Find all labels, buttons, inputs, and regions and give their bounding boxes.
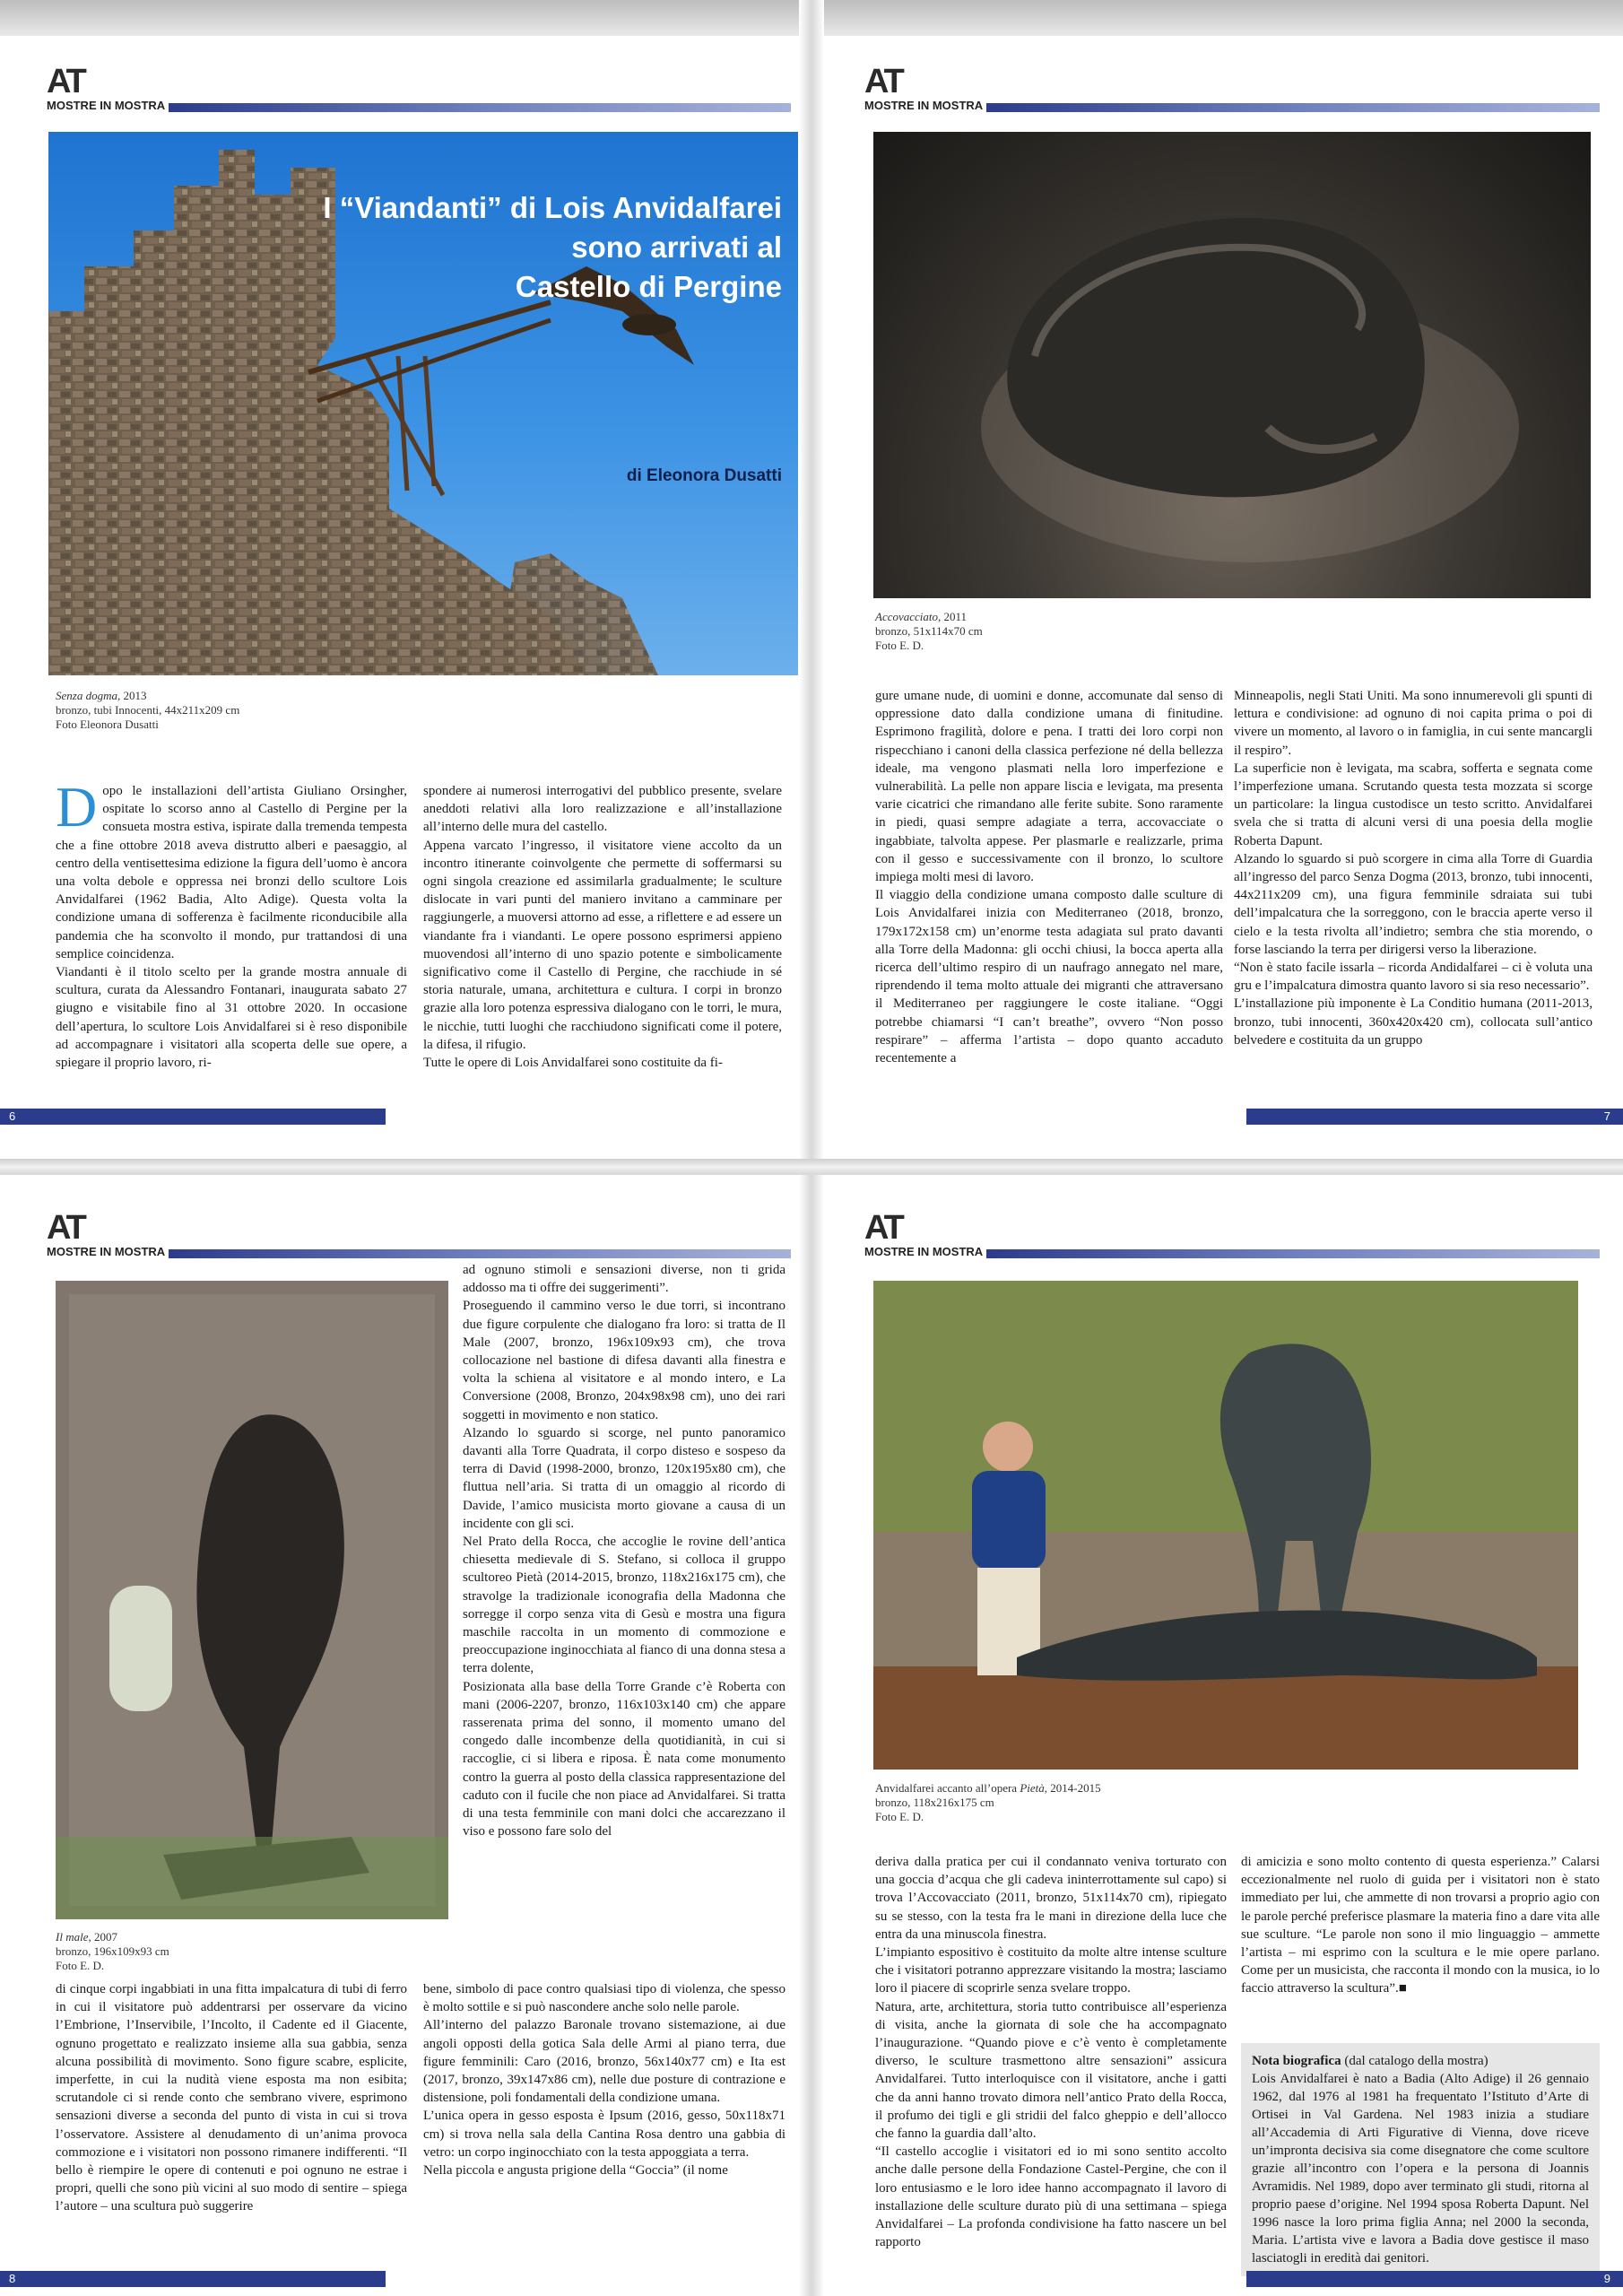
text-column-1: [56, 775, 407, 1072]
paragraph: “Non è stato facile issarla – ricorda Andidalfarei – ci è voluta una gru e l’impalcatura dimostra quanto lavoro si sia reso necessario”.: [1234, 961, 1593, 994]
text-column-2: [1234, 687, 1593, 1049]
page-7: [825, 36, 1623, 1159]
title-line-1: I “Viandanti” di Lois Anvidalfarei: [323, 191, 782, 224]
logo-mark: AT: [864, 63, 902, 100]
paragraph: bene, simbolo di pace contro qualsiasi tipo di violenza, che spesso è molto sottile e si può nascondere anche solo nelle parole.: [423, 1982, 785, 2015]
il-male-sculpture-illustration: [56, 1281, 448, 1919]
photo-caption: [56, 689, 414, 732]
header-rule: [986, 103, 1600, 112]
header-rule: [169, 1249, 791, 1258]
paragraph: Alzando lo sguardo si può scorgere in cima alla Torre di Guardia all’ingresso del parco Senza Dogma (2013, bronzo, tubi innocenti, 44x211x209 cm), una figura femminile sdraiata sui tubi dell’impalcatura che la sorreggono, con le braccia aperte verso il cielo e la testa rivolta all’indietro; sembra che stia morendo, o forse lasciando la terra per dirigersi verso la liberazione.: [1234, 851, 1593, 957]
crouching-sculpture-illustration: [873, 132, 1591, 598]
paragraph: spondere ai numerosi interrogativi del pubblico presente, svelare aneddoti relativi alla loro realizzazione e all’installazione all’interno delle mura del castello.: [423, 784, 782, 835]
caption-materials: bronzo, 118x216x175 cm: [875, 1796, 994, 1809]
magazine-logo: [864, 1209, 1600, 1258]
caption-title: Accovacciato: [875, 610, 939, 623]
bio-box: [1241, 2043, 1600, 2276]
caption-year: , 2013: [117, 689, 147, 702]
header-rule: [986, 1249, 1600, 1258]
paragraph: Alzando lo sguardo si scorge, nel punto panoramico davanti alla Torre Quadrata, il corpo disteso e sospeso da terra di David (1998-2000, bronzo, 120x195x80 cm), che fluttua nell’aria. Si tratta di un omaggio al ricordo di Davide, l’amico musicista morto giovane a causa di un incidente con gli sci.: [463, 1425, 785, 1531]
magazine-logo: [864, 63, 1600, 112]
text-column-1: [875, 1853, 1227, 2251]
text-column-1: [875, 687, 1223, 1067]
paragraph: L’installazione più imponente è La Conditio humana (2011-2013, bronzo, tubi innocenti, 360x420x420 cm), collocata sull’antico belvedere e costituita da un gruppo: [1234, 996, 1593, 1048]
logo-mark: AT: [864, 1209, 902, 1247]
magazine-logo: [47, 63, 791, 112]
spine-shadow: [799, 0, 824, 2296]
spread-divider: [0, 1159, 1623, 1175]
photo-il-male: [56, 1281, 448, 1919]
caption-title: Il male: [56, 1930, 89, 1944]
paragraph: ad ognuno stimoli e sensazioni diverse, non ti grida addosso ma ti offre dei suggerimenti”.: [463, 1263, 785, 1296]
page-8: [0, 1175, 798, 2296]
page-number: 7: [1246, 1109, 1623, 1125]
text-column-2: [1241, 1853, 1600, 1998]
caption-materials: bronzo, 51x114x70 cm: [875, 624, 983, 638]
caption-year: , 2007: [88, 1930, 117, 1944]
page-number: 8: [0, 2271, 386, 2287]
paragraph: Nella piccola e angusta prigione della “Goccia” (il nome: [423, 2163, 728, 2179]
paragraph: Tutte le opere di Lois Anvidalfarei sono costituite da fi-: [423, 1056, 723, 1071]
section-label: MOSTRE IN MOSTRA: [47, 99, 166, 112]
text-column-right: [463, 1261, 785, 1841]
paragraph: Minneapolis, negli Stati Uniti. Ma sono innumerevoli gli spunti di lettura e condivisione: ad ognuno di noi capita prima o poi di vivere un momento, al lavoro o in famiglia, in cui sente mancargli il respiro”.: [1234, 689, 1593, 758]
paragraph: deriva dalla pratica per cui il condannato veniva torturato con una goccia d’acqua che gli cadeva ininterrottamente sul capo) si trova l’Accovacciato (2011, bronzo, 51x114x70 cm), ripiegato su se stesso, con la testa fra le mani in direzione della luce che entra da una minuscola finestra.: [875, 1855, 1227, 1942]
caption-year: , 2014-2015: [1044, 1781, 1101, 1795]
caption-credit: Foto E. D.: [56, 1959, 105, 1972]
article-title: [233, 188, 782, 307]
paragraph: Dopo le installazioni dell’artista Giuliano Orsingher, ospitate lo scorso anno al Castello di Pergine per la consueta mostra estiva, ispirate dalla tremenda tempesta che a fine ottobre 2018 aveva distrutto alberi e paesaggio, al centro della ventisettesima edizione la figura dell’uomo è ancora una volta debole e oppressa nei bronzi dello scultore Lois Anvidalfarei (1962 Badia, Alto Adige). Questa volta la condizione umana di sofferenza è facilmente riconducibile alla pandemia che ha sconvolto il mondo, pur trattandosi di una semplice coincidenza.: [56, 775, 407, 961]
paragraph: Appena varcato l’ingresso, il visitatore viene accolto da un incontro itinerante coinvolgente che permette di soffermarsi su ogni singola creazione ed assimilarla gradualmente; le sculture dislocate in vari punti del maniero invitano a camminare per raggiungerle, a muoversi attorno ad esse, a riflettere e ad essere un viandante fra i viandanti. Le opere possono esprimersi appieno muovendosi all’interno di uno spazio potente e simbolicamente significativo come il Castello di Pergine, che racchiude in sé storia naturale, umana, architettura e cultura. I corpi in bronzo grazie alla loro potenza espressiva dialogano con le torri, le mura, le nicchie, tutti luoghi che racchiudono significati come il potere, la difesa, il rifugio.: [423, 838, 782, 1052]
photo-caption: [875, 1781, 1234, 1824]
drop-cap: D: [56, 775, 98, 839]
title-line-2: sono arrivati al: [571, 230, 782, 264]
paragraph: gure umane nude, di uomini e donne, accomunate dal senso di oppressione dato dalla condizione umana di finitudine. Esprimono fragilità, dolore e pena. I tratti dei loro corpi non rispecchiano i canoni della classica perfezione né della bellezza ideale, ma vengono plasmati nella loro imperfezione e vulnerabilità. La pelle non appare liscia e levigata, ma presenta varie cicatrici che rimandano alle ferite subite. Sono raramente in piedi, quasi sempre adagiate a terra, accovacciate o ingabbiate, talvolta appese. Per plasmarle e realizzarle, prima con il gesso e successivamente con il bronzo, lo scultore impiega molti mesi di lavoro.: [875, 689, 1223, 885]
photo-pieta-artist: [873, 1281, 1578, 1770]
section-label: MOSTRE IN MOSTRA: [864, 99, 984, 112]
logo-mark: AT: [47, 1209, 84, 1247]
paragraph: All’interno del palazzo Baronale trovano sistemazione, ai due angoli opposti della gotica Sala delle Armi al piano terra, due figure femminili: Caro (2016, bronzo, 56x140x77 cm) e Ita est (2017, bronzo, 39x147x86 cm), nelle due posture di contrazione e distensione, poli fondamentali della condizione umana.: [423, 2018, 785, 2106]
pieta-sculpture-illustration: [873, 1281, 1578, 1770]
bio-text: Lois Anvidalfarei è nato a Badia (Alto Adige) il 26 gennaio 1962, dal 1976 al 1981 ha frequentato l’Istituto d’Arte di Ortisei in Val Gardena. Nel 1983 inizia a studiare all’Accademia di Arti Figurative di Vienna, dove riceve un’impronta decisiva sia come disegnatore che come scultore grazie all’incontro con l’opera e la persona di Joannis Avramidis. Nel 1989, dopo aver terminato gli studi, ritorna al proprio paese d’origine. Nel 1994 sposa Roberta Dapunt. Nel 1996 nasce la loro prima figlia Anna; nel 2000 la seconda, Maria. L’artista vive e lavora a Badia dove gestisce il maso lasciatogli in eredità dai genitori.: [1252, 2072, 1589, 2266]
paragraph: Nel Prato della Rocca, che accoglie le rovine dell’antica chiesetta medievale di S. Stefano, si colloca il gruppo scultoreo Pietà (2014-2015, bronzo, 118x216x175 cm), che stravolge la tradizionale iconografia della Madonna che sorregge il corpo senza vita di Gesù e mostra una figura maschile raccolta in un momento di commozione e preoccupazione inginocchiata al fianco di una donna stesa a terra dolente,: [463, 1535, 785, 1676]
logo-mark: AT: [47, 63, 84, 100]
paragraph: Posizionata alla base della Torre Grande c’è Roberta con mani (2006-2207, bronzo, 116x103x140 cm) che appare rasserenata prima del sonno, il momento umano del congedo dalle incombenze della quotidianità, in cui si raccoglie, ci si libera e riposa. È nata come monumento contro la guerra al posto della classica rappresentazione del caduto con il fucile che non piace ad Anvidalfarei. Si tratta di una testa femminile con mani dolci che accarezzano il viso e possono fare solo del: [463, 1679, 785, 1839]
page-number: 9: [1246, 2271, 1623, 2287]
caption-materials: bronzo, tubi Innocenti, 44x211x209 cm: [56, 703, 240, 717]
paragraph: Natura, arte, architettura, storia tutto contribuisce all’esperienza di visita, anche la giornata di sole che ha accompagnato l’inaugurazione. “Quando piove e c’è vento è completamente diverso, le sculture trasmettono altre sensazioni” assicura Anvidalfarei. Tutto interloquisce con il visitatore, anche i gatti che da anni hanno trovato dimora nell’antico Prato della Rocca, il profumo dei tigli e gli stridii del falco gheppio e dell’allocco che fanno la guardia dall’alto.: [875, 1999, 1227, 2142]
page-9: [825, 1175, 1623, 2296]
text-column-middle: [423, 1980, 785, 2179]
text-column-2: [423, 782, 782, 1072]
paragraph: di cinque corpi ingabbiati in una fitta impalcatura di tubi di ferro in cui il visitatore può addentrarsi per osservare da vicino l’Embrione, l’Inservibile, l’Incolto, il Cadente ed il Giacente, ognuno progettato e realizzato insieme alla sua gabbia, senza alcuna possibilità di movimento. Sono figure scabre, esplicite, imperfette, in cui la nudità viene esposta ma non esibita; scrutandole ci si rende conto che sembrano vivere, esprimono sensazioni diverse a seconda del punto di vista in cui si trova l’osservatore. Assistere al denudamento di un’anima provoca commozione e i visitatori non possono rimanere indifferenti. “Il bello è riempire le opere di contenuti e poi ognuno ne estrae i propri, quelli che sono più vicini al suo modo di sentire – spiega l’autore – una scultura può suggerire: [56, 1982, 407, 2214]
header-rule: [169, 103, 791, 112]
paragraph: Proseguendo il cammino verso le due torri, si incontrano due figure corpulente che dialogano fra loro: si tratta de Il Male (2007, bronzo, 196x109x93 cm), che trova collocazione nel bastione di difesa davanti alla finestra e volta la schiena al visitatore e al mondo intero, e La Conversione (2008, Bronzo, 204x98x98 cm), uno dei rari soggetti in movimento e non statico.: [463, 1299, 785, 1422]
byline: di Eleonora Dusatti: [626, 466, 782, 485]
section-label: MOSTRE IN MOSTRA: [47, 1245, 166, 1258]
text-column-left: [56, 1980, 407, 2216]
caption-title: Pietà: [1020, 1781, 1045, 1795]
bio-heading: Nota biografica (dal catalogo della mostra): [1252, 2054, 1488, 2068]
caption-lead: Anvidalfarei accanto all’opera: [875, 1781, 1020, 1795]
caption-credit: Foto E. D.: [875, 1810, 924, 1823]
paragraph: Viandanti è il titolo scelto per la grande mostra annuale di scultura, curata da Alessandro Fontanari, inaugurata sabato 27 giugno e visitabile fino al 31 ottobre 2020. In occasione dell’apertura, lo scultore Lois Anvidalfarei si è reso disponibile ad accompagnare i visitatori alla scoperta delle sue opere, a spiegare il proprio lavoro, ri-: [56, 965, 407, 1071]
paragraph: L’impianto espositivo è costituito da molte altre intense sculture che i visitatori potranno apprezzare visitando la mostra; lasciamo loro il piacere di scoprirle senza svelare troppo.: [875, 1945, 1227, 1996]
title-line-3: Castello di Pergine: [515, 270, 782, 303]
caption-materials: bronzo, 196x109x93 cm: [56, 1944, 169, 1958]
page-6: [0, 36, 798, 1159]
paragraph: La superficie non è levigata, ma scabra, sofferta e segnata come l’imperfezione umana. Scrutando questa testa mozzata si scorge un particolare: la lingua custodisce un testo scritto. Anvidalfarei svela che si tratta di alcuni versi di una poesia della moglie Roberta Dapunt.: [1234, 761, 1593, 848]
paragraph: “Il castello accoglie i visitatori ed io mi sono sentito accolto anche dalle persone della Fondazione Castel-Pergine, che con il loro entusiasmo e le loro idee hanno accompagnato il lavoro di installazione delle sculture durato più di una settimana – spiega Anvidalfarei – La profonda condivisione ha fatto nascere un bel rapporto: [875, 2144, 1227, 2250]
paragraph: Il viaggio della condizione umana composto dalle sculture di Lois Anvidalfarei inizia con Mediterraneo (2018, bronzo, 179x172x158 cm) un’enorme testa adagiata sul prato davanti alla Torre della Madonna: gli occhi chiusi, la bocca aperta alla ricerca dell’ultimo respiro di un naufrago annegato nel mare, riprendendo il tema molto attuale dei migranti che attraversano il Mediterraneo per raggiungere le coste italiane. “Oggi potrebbe chiamarsi “I can’t breathe”, ovvero “Non posso respirare” – afferma l’artista – dopo quanto accaduto recentemente a: [875, 888, 1223, 1066]
photo-caption: [875, 610, 1234, 653]
paragraph: di amicizia e sono molto contento di questa esperienza.” Calarsi eccezionalmente nel ruolo di guida per i visitatori non è stato immediato per lui, che ammette di non trovarsi a proprio agio con le parole perché preferisce plasmare la materia fino a dare vita alle sue sculture. “Le parole non sono il mio linguaggio – ammette l’artista – mi esprimo con la scultura e le mie opere parlano. Come per un musicista, che racconta il mondo con la musica, io lo faccio attraverso la scultura”.■: [1241, 1855, 1600, 1996]
caption-credit: Foto Eleonora Dusatti: [56, 718, 159, 731]
caption-credit: Foto E. D.: [875, 639, 924, 652]
caption-title: Senza dogma: [56, 689, 117, 702]
section-label: MOSTRE IN MOSTRA: [864, 1245, 984, 1258]
paragraph: L’unica opera in gesso esposta è Ipsum (2016, gesso, 50x118x71 cm) si trova nella sala della Cantina Rosa dentro una gabbia di vetro: un corpo inginocchiato con la testa appoggiata a terra.: [423, 2109, 785, 2160]
caption-year: , 2011: [938, 610, 968, 623]
page-number: 6: [0, 1109, 386, 1125]
photo-accovacciato: [873, 132, 1591, 598]
photo-caption: [56, 1930, 325, 1973]
magazine-logo: [47, 1209, 791, 1258]
